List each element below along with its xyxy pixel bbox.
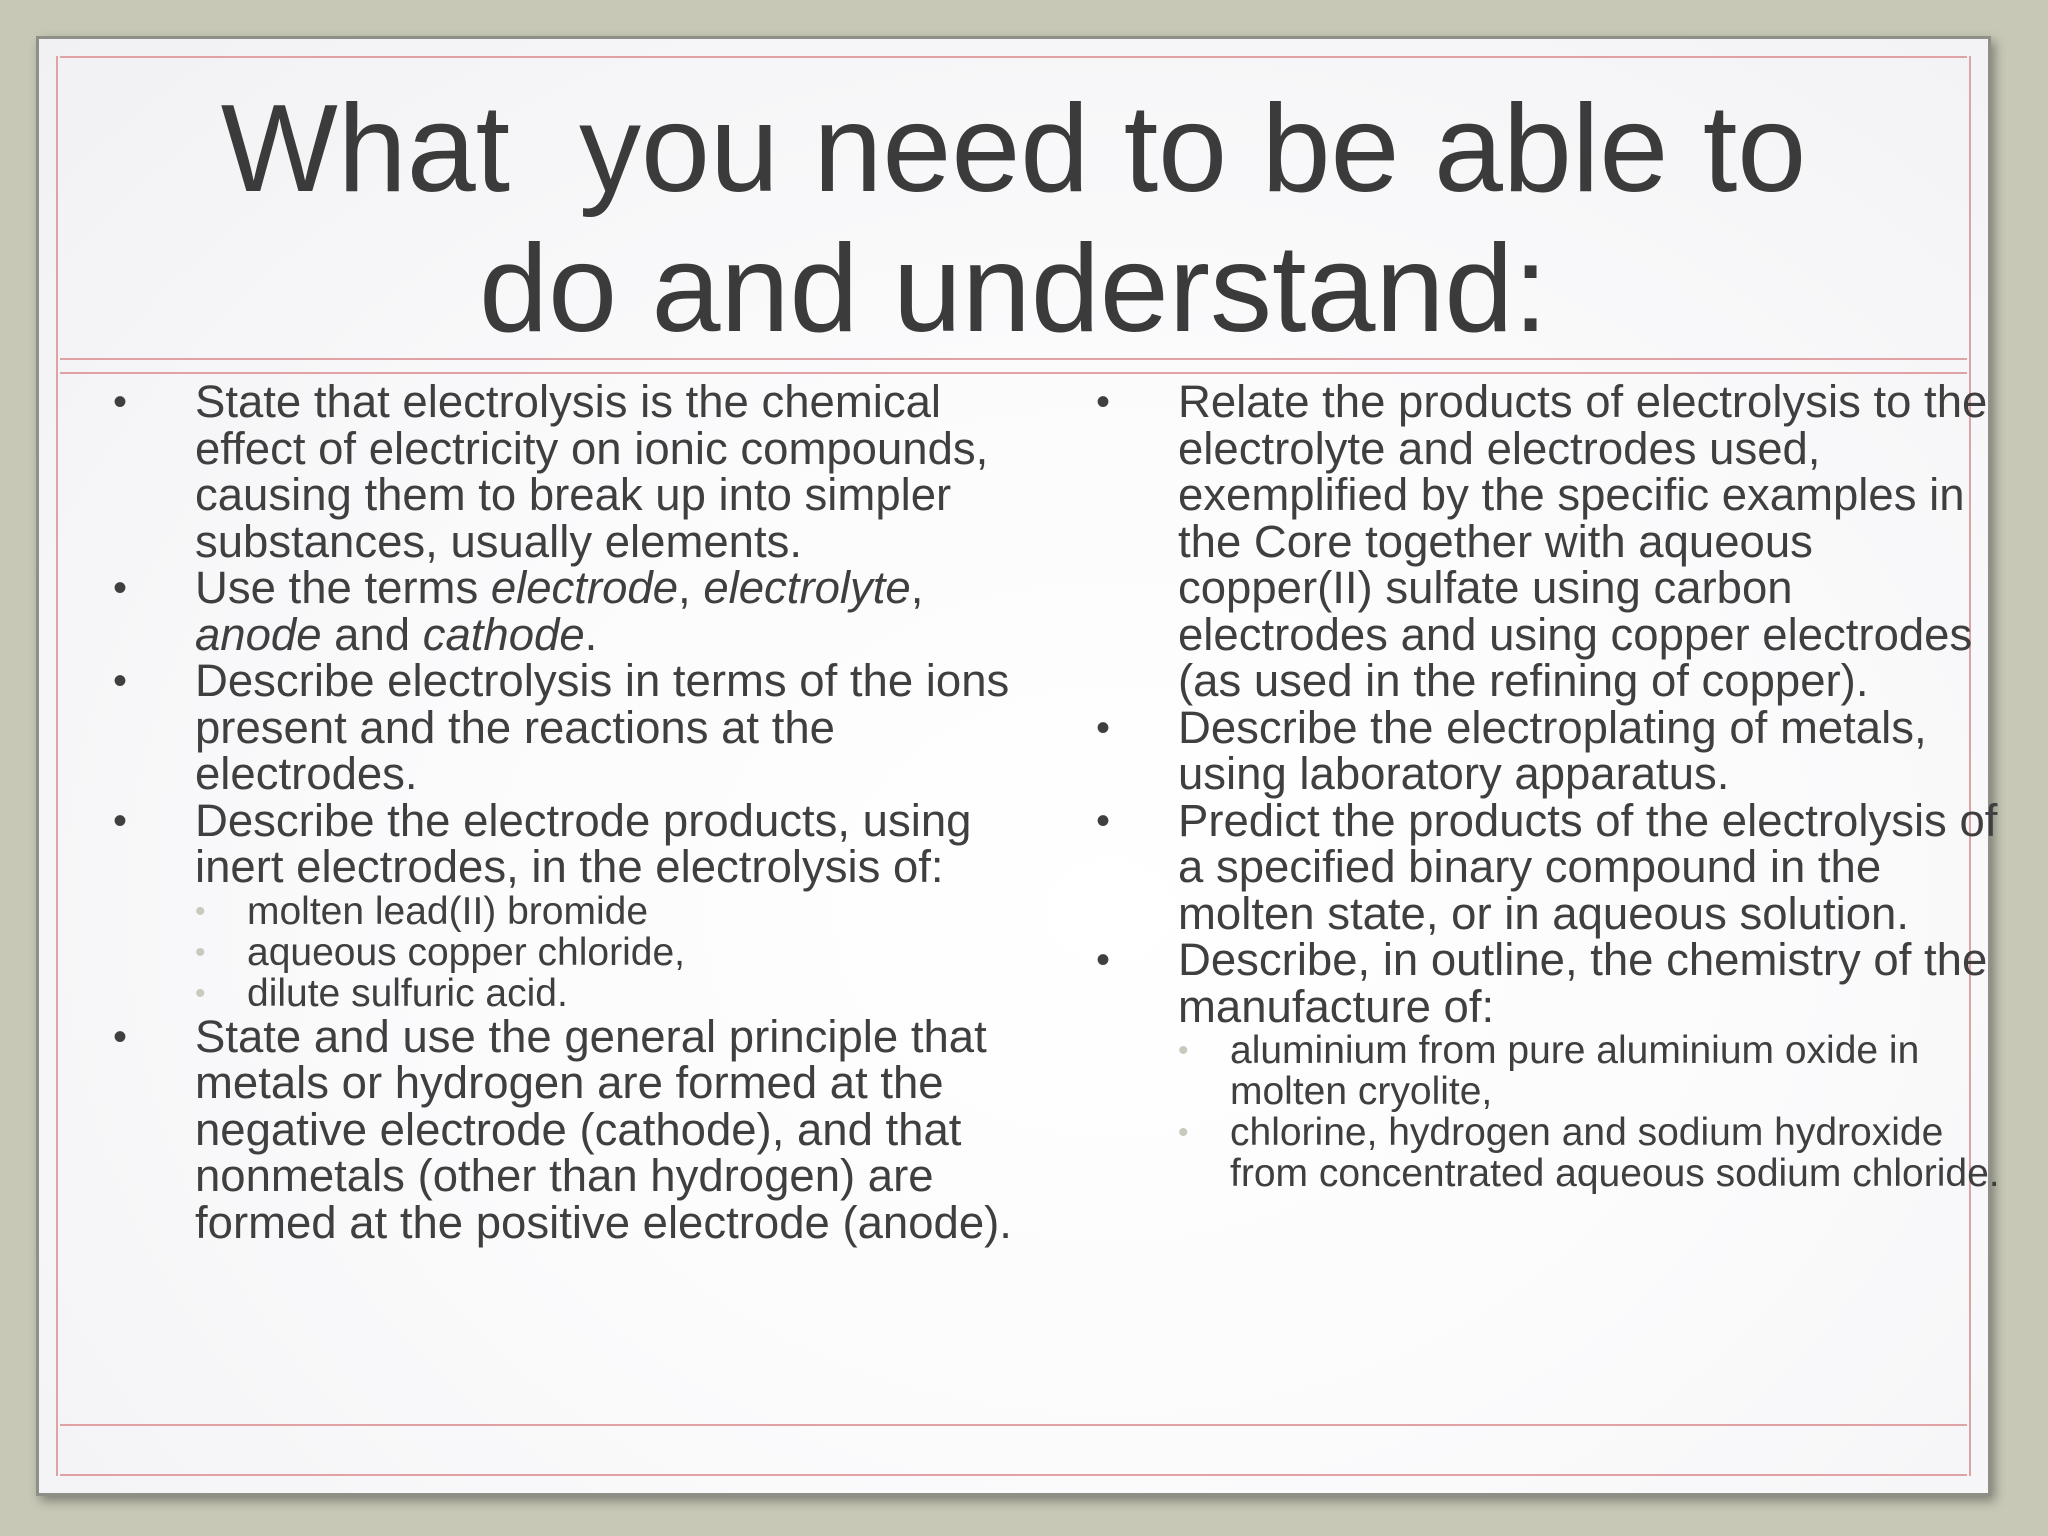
right-bullet-list bbox=[1058, 376, 2008, 1195]
sub-list-item bbox=[1178, 1112, 2008, 1194]
frame-line-bottom-upper bbox=[60, 1424, 1967, 1426]
sub-bullet-icon: • bbox=[195, 894, 206, 928]
sub-list-item-text: aqueous copper chloride, bbox=[247, 930, 685, 974]
list-item-text: State and use the general principle that metals or hydrogen are formed at the negative electrode (cathode), and that nonmetals (other than hydrogen) are formed at the positive electrode (anode). bbox=[195, 1010, 1012, 1248]
bullet-icon: • bbox=[113, 659, 128, 703]
sub-bullet-icon: • bbox=[1178, 1116, 1189, 1149]
sub-list-item-text: dilute sulfuric acid. bbox=[247, 971, 568, 1015]
sub-list-item-text: molten lead(II) bromide bbox=[247, 889, 649, 933]
term-cathode: cathode bbox=[422, 608, 585, 660]
bullet-icon: • bbox=[113, 798, 128, 843]
bullet-icon: • bbox=[113, 380, 128, 424]
sub-bullet-icon: • bbox=[1178, 1034, 1189, 1067]
slide-title: What you need to be able to do and understand: bbox=[220, 80, 1807, 358]
list-item bbox=[1058, 794, 2008, 939]
list-item bbox=[1058, 701, 2008, 799]
frame-line-title-lower bbox=[60, 372, 1967, 374]
list-item bbox=[75, 376, 1025, 567]
list-item-text: Describe the electroplating of metals, using laboratory apparatus. bbox=[1178, 701, 1927, 799]
term-anode: anode bbox=[195, 608, 322, 660]
list-item-text: Describe, in outline, the chemistry of the manufacture of: bbox=[1178, 934, 1988, 1032]
bullet-icon: • bbox=[113, 566, 128, 610]
list-item-text: Describe the electrode products, using inert electrodes, in the electrolysis of: bbox=[195, 794, 972, 892]
term-electrode: electrode bbox=[490, 562, 679, 613]
term-electrolyte: electrolyte bbox=[703, 562, 911, 613]
frame-line-bottom bbox=[60, 1474, 1967, 1476]
sub-list-item bbox=[195, 932, 1025, 973]
bullet-icon: • bbox=[1096, 798, 1111, 843]
sub-bullet-list bbox=[195, 891, 1025, 1014]
frame-line-left bbox=[56, 56, 58, 1476]
sub-list-item bbox=[195, 891, 1025, 932]
list-item bbox=[75, 1010, 1025, 1248]
sub-list-item bbox=[1178, 1030, 2008, 1112]
list-item-text: Relate the products of electrolysis to the electrolyte and electrodes used, exemplified by the specific examples in the Core together with aqueous copper(II) sulfate using carbon electrodes and using copper electrodes (as used in the refining of copper). bbox=[1178, 376, 1988, 706]
list-item bbox=[75, 562, 1025, 660]
list-item bbox=[1058, 934, 2008, 1195]
bullet-icon: • bbox=[113, 1014, 128, 1059]
frame-line-top bbox=[60, 56, 1967, 58]
term-separator: , bbox=[678, 562, 704, 613]
bullet-icon: • bbox=[1096, 380, 1111, 424]
sub-list-item-text: aluminium from pure aluminium oxide in molten cryolite, bbox=[1230, 1029, 1920, 1113]
left-bullet-list bbox=[75, 376, 1025, 1248]
sub-list-item bbox=[195, 973, 1025, 1014]
list-item-text: State that electrolysis is the chemical effect of electricity on ionic compounds, causing them to break up into simpler substances, usually elements. bbox=[195, 376, 989, 567]
term-separator: , bbox=[910, 562, 924, 613]
list-item-text: Predict the products of the electrolysis of a specified binary compound in the molten state, or in aqueous solution. bbox=[1178, 794, 1998, 939]
sub-list-item-text: chlorine, hydrogen and sodium hydroxide from concentrated aqueous sodium chloride. bbox=[1230, 1111, 2000, 1195]
list-item-suffix: . bbox=[584, 608, 598, 660]
sub-bullet-list bbox=[1178, 1030, 2008, 1194]
left-column bbox=[75, 376, 1025, 1248]
right-column bbox=[1058, 376, 2008, 1195]
sub-bullet-icon: • bbox=[195, 976, 206, 1010]
list-item bbox=[75, 794, 1025, 1015]
list-item-text: Describe electrolysis in terms of the ions present and the reactions at the electrodes. bbox=[195, 655, 1010, 799]
list-item bbox=[1058, 376, 2008, 706]
slide bbox=[36, 36, 2000, 1496]
bullet-icon: • bbox=[1096, 938, 1111, 982]
term-separator: and bbox=[321, 608, 423, 660]
list-item bbox=[75, 655, 1025, 799]
sub-bullet-icon: • bbox=[195, 935, 206, 969]
bullet-icon: • bbox=[1096, 705, 1111, 750]
list-item-text-prefix: Use the terms bbox=[195, 562, 491, 613]
